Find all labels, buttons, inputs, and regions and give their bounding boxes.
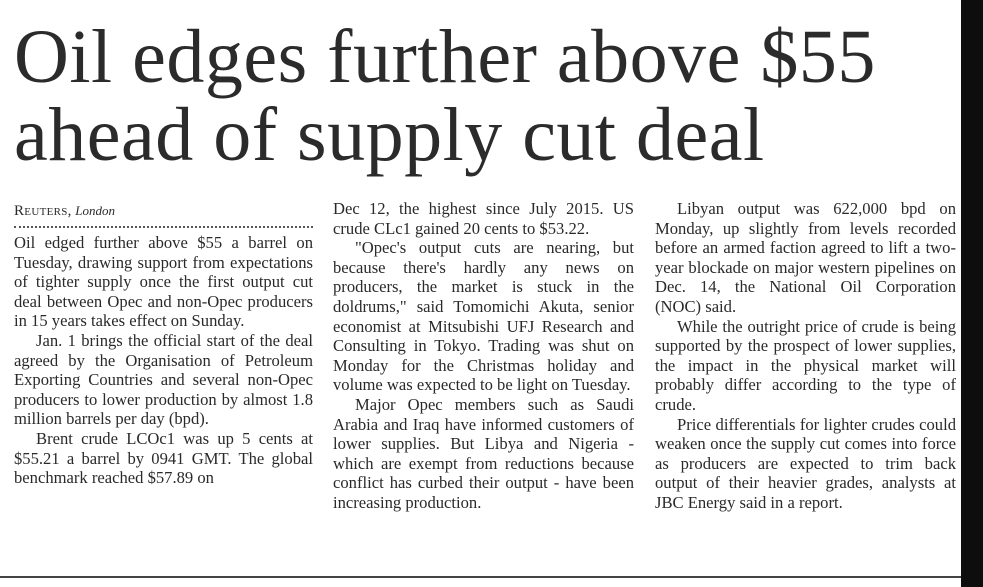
paragraph: Libyan output was 622,000 bpd on Monday, up slightly from levels recorded before an armed faction agreed to lift a two-year blockade on major western pipelines on Dec. 14, the National Oil Corporation (NOC) said. xyxy=(655,199,956,316)
column-2 xyxy=(333,199,634,513)
column-3 xyxy=(655,199,956,513)
paragraph: Major Opec members such as Saudi Arabia and Iraq have informed customers of lower supplies. But Libya and Nigeria - which are exempt from reductions because conflict has curbed their output - have been increasing production. xyxy=(333,394,634,512)
paragraph: "Opec's output cuts are nearing, but because there's hardly any news on producers, the market is stuck in the doldrums," said Tomomichi Akuta, senior economist at Mitsubishi UFJ Research and Consulting in Tokyo. Trading was shut on Monday for the Christmas holiday and volume was expected to be light on Tuesday. xyxy=(333,238,634,395)
paragraph: Dec 12, the highest since July 2015. US crude CLc1 gained 20 cents to $53.22. xyxy=(333,199,634,238)
headline: Oil edges further above $55 ahead of supply cut deal xyxy=(14,15,876,177)
byline xyxy=(14,203,115,220)
paragraph: Brent crude LCOc1 was up 5 cents at $55.21 a barrel by 0941 GMT. The global benchmark reached $57.89 on xyxy=(14,428,313,488)
byline-agency: Reuters, xyxy=(14,203,72,219)
paragraph: While the outright price of crude is being supported by the prospect of lower supplies, the impact in the physical market will probably differ according to the type of crude. xyxy=(655,316,956,414)
paragraph: Oil edged further above $55 a barrel on Tuesday, drawing support from expectations of tighter supply once the first output cut deal between Opec and non-Opec producers in 15 years takes effect on Sunday. xyxy=(14,233,313,331)
paragraph: Jan. 1 brings the official start of the deal agreed by the Organisation of Petroleum Exporting Countries and several non-Opec producers to lower production by almost 1.8 million barrels per day (bpd). xyxy=(14,330,313,429)
paragraph: Price differentials for lighter crudes could weaken once the supply cut comes into force as producers are expected to trim back output of their heavier grades, analysts at JBC Energy said in a report. xyxy=(655,414,956,512)
page-edge xyxy=(961,0,983,587)
byline-divider xyxy=(14,226,313,228)
bottom-rule xyxy=(0,576,962,578)
byline-location: London xyxy=(75,203,115,218)
column-1 xyxy=(14,233,313,488)
